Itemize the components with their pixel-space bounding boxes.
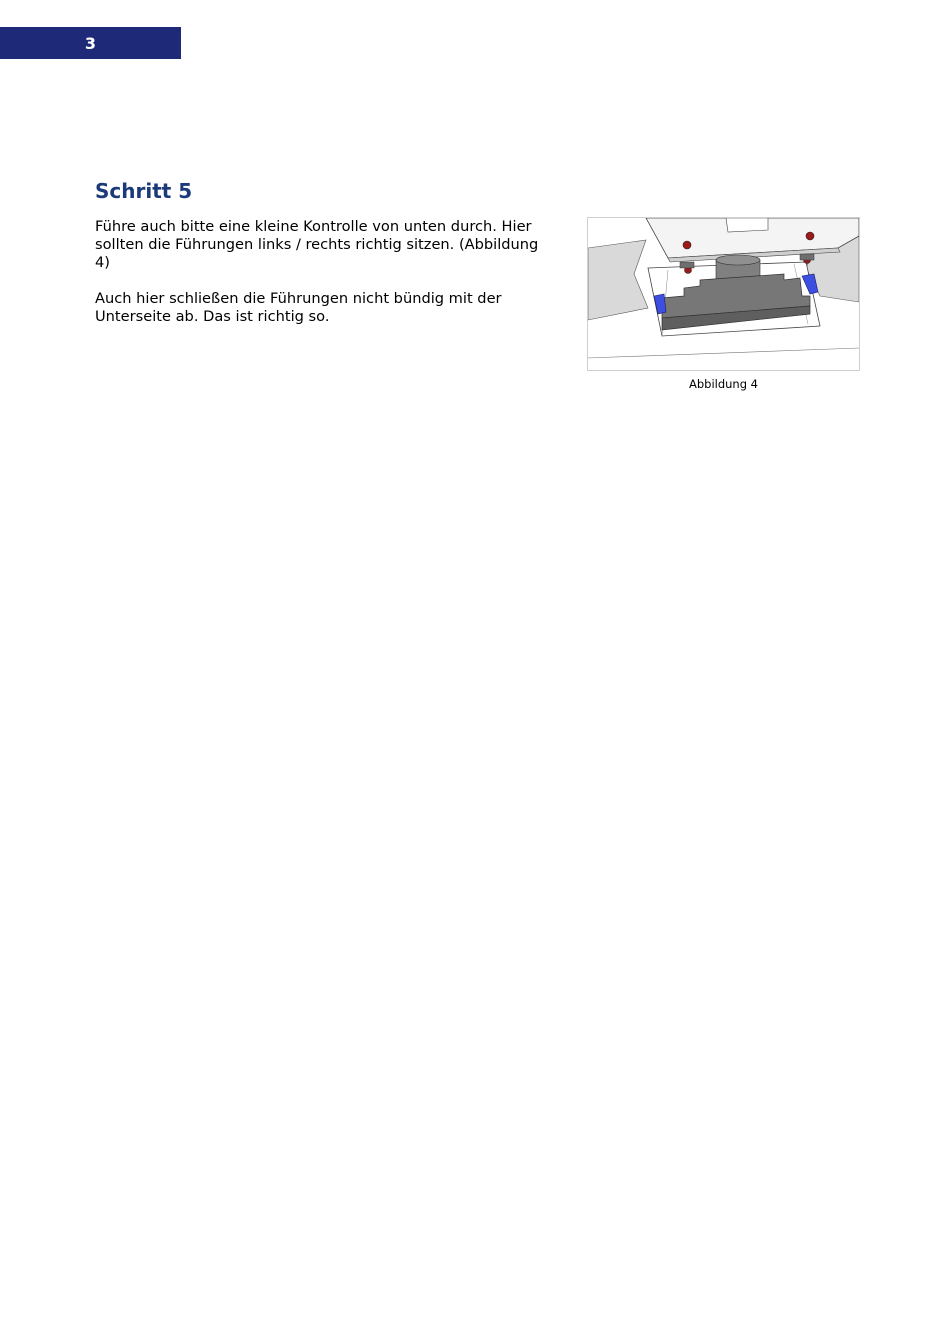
bolt-icon bbox=[683, 241, 691, 249]
figure-illustration bbox=[587, 217, 860, 371]
page-number-tab bbox=[0, 27, 181, 59]
paragraph-1: Führe auch bitte eine kleine Kontrolle von unten durch. Hier sollten die Führungen links / rechts richtig sitzen. (Abbildung 4) bbox=[95, 218, 539, 271]
page-number: 3 bbox=[84, 33, 97, 53]
section-body bbox=[95, 218, 545, 344]
guide-left bbox=[654, 294, 666, 314]
bolt-icon bbox=[806, 232, 814, 240]
section-title: Schritt 5 bbox=[95, 179, 193, 203]
figure-caption: Abbildung 4 bbox=[688, 377, 758, 391]
floor-left bbox=[588, 240, 648, 320]
paragraph-2: Auch hier schließen die Führungen nicht bündig mit der Unterseite ab. Das ist richtig so. bbox=[95, 290, 502, 325]
assembly-drawing bbox=[588, 218, 859, 370]
